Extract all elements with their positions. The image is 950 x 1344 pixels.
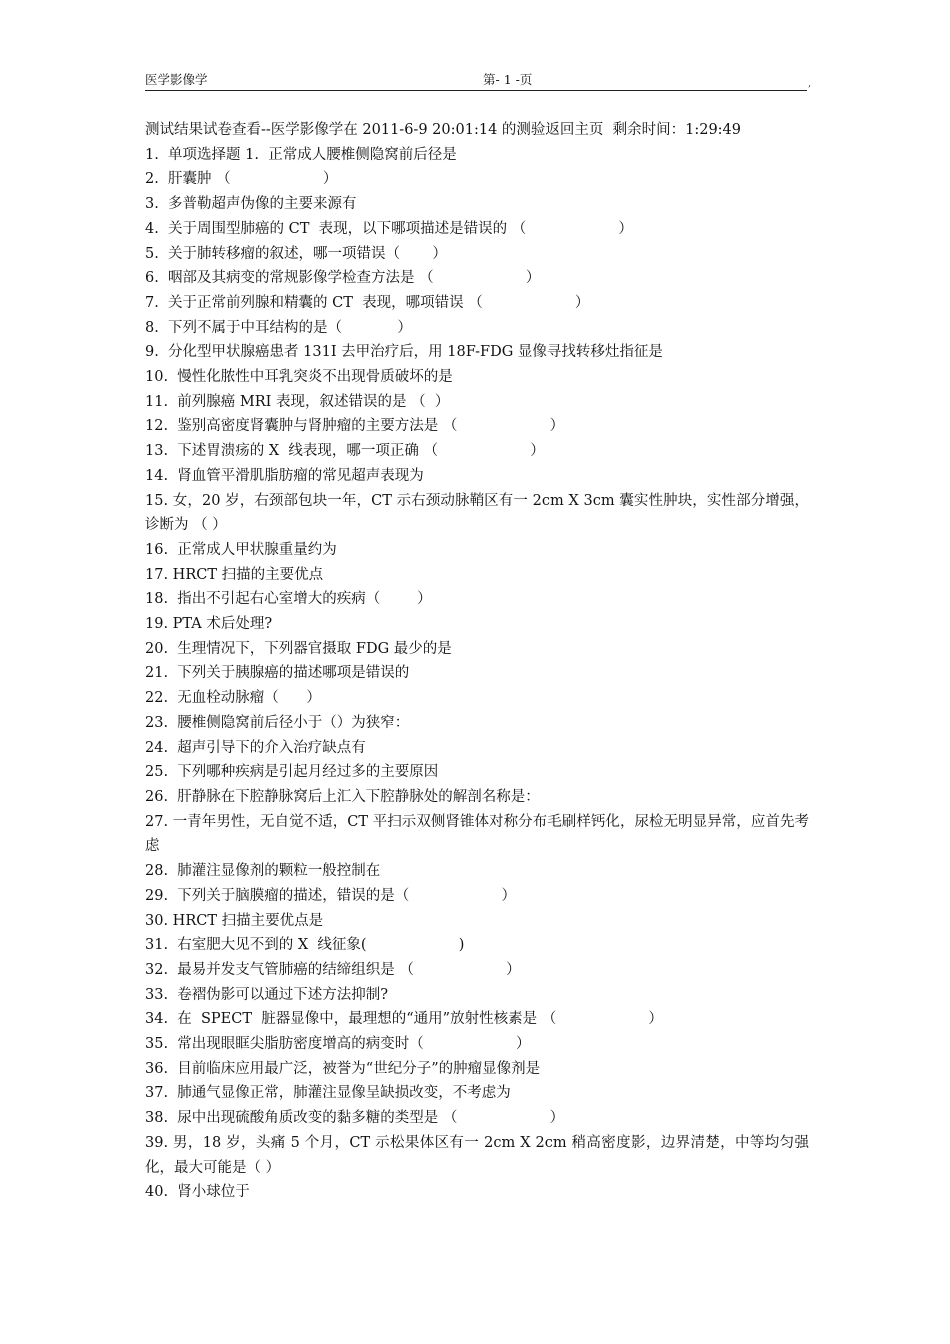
header-subject: 医学影像学 <box>145 72 208 87</box>
question-35: 35. 常出现眼眶尖脂肪密度增高的病变时（ ） <box>145 1036 531 1053</box>
question-17: 17. HRCT 扫描的主要优点 <box>145 566 324 583</box>
question-8: 8. 下列不属于中耳结构的是（ ） <box>145 319 412 336</box>
question-15: 15. 女，20 岁，右颈部包块一年，CT 示右颈动脉鞘区有一 2cm X 3cm 囊实性肿块，实性部分增强，诊断为 （ ） <box>145 492 809 534</box>
question-23: 23. 腰椎侧隐窝前后径小于（）为狭窄： <box>145 714 410 731</box>
question-39: 39. 男，18 岁，头痛 5 个月，CT 示松果体区有一 2cm X 2cm 稍高密度影，边界清楚，中等均匀强化，最大可能是（ ） <box>145 1134 809 1176</box>
question-29: 29. 下列关于脑膜瘤的描述，错误的是（ ） <box>145 887 516 904</box>
question-12: 12. 鉴别高密度肾囊肿与肾肿瘤的主要方法是 （ ） <box>145 418 565 435</box>
title-line: 测试结果试卷查看--医学影像学在 2011-6-9 20:01:14 的测验返回主页 剩余时间：1:29:49 <box>145 122 742 138</box>
question-37: 37. 肺通气显像正常，肺灌注显像呈缺损改变，不考虑为 <box>145 1085 511 1102</box>
question-1: 1. 单项选择题 1. 正常成人腰椎侧隐窝前后径是 <box>145 146 457 163</box>
question-22: 22. 无血栓动脉瘤（ ） <box>145 690 321 707</box>
question-3: 3. 多普勒超声伪像的主要来源有 <box>145 196 357 213</box>
question-2: 2. 肝囊肿 （ ） <box>145 171 338 188</box>
question-7: 7. 关于正常前列腺和精囊的 CT 表现，哪项错误 （ ） <box>145 294 590 311</box>
question-21: 21. 下列关于胰腺癌的描述哪项是错误的 <box>145 665 410 682</box>
question-34: 34. 在 SPECT 脏器显像中，最理想的“通用”放射性核素是 （ ） <box>145 1011 663 1028</box>
question-27: 27. 一青年男性，无自觉不适，CT 平扫示双侧肾锥体对称分布毛刷样钙化，尿检无明显异常，应首先考虑 <box>145 813 809 855</box>
header-page-number: 第- 1 -页 <box>483 72 533 87</box>
question-30: 30. HRCT 扫描主要优点是 <box>145 912 324 929</box>
question-4: 4. 关于周围型肺癌的 CT 表现，以下哪项描述是错误的 （ ） <box>145 220 633 237</box>
question-list <box>145 118 809 1205</box>
question-14: 14. 肾血管平滑肌脂肪瘤的常见超声表现为 <box>145 467 424 484</box>
question-28: 28. 肺灌注显像剂的颗粒一般控制在 <box>145 863 381 880</box>
question-20: 20. 生理情况下，下列器官摄取 FDG 最少的是 <box>145 640 452 657</box>
question-26: 26. 肝静脉在下腔静脉窝后上汇入下腔静脉处的解剖名称是： <box>145 788 540 805</box>
question-38: 38. 尿中出现硫酸角质改变的黏多糖的类型是 （ ） <box>145 1110 565 1127</box>
question-5: 5. 关于肺转移瘤的叙述，哪一项错误（ ） <box>145 245 447 262</box>
question-16: 16. 正常成人甲状腺重量约为 <box>145 541 337 558</box>
question-19: 19. PTA 术后处理? <box>145 616 273 633</box>
question-24: 24. 超声引导下的介入治疗缺点有 <box>145 739 366 756</box>
question-32: 32. 最易并发支气管肺癌的结缔组织是 （ ） <box>145 961 521 978</box>
question-6: 6. 咽部及其病变的常规影像学检查方法是 （ ） <box>145 270 541 287</box>
question-31: 31. 右室肥大见不到的 X 线征象( ) <box>145 937 465 954</box>
question-9: 9. 分化型甲状腺癌患者 131I 去甲治疗后，用 18F-FDG 显像寻找转移灶指征是 <box>145 344 663 361</box>
question-33: 33. 卷褶伪影可以通过下述方法抑制? <box>145 986 389 1003</box>
question-13: 13. 下述胃溃疡的 X 线表现，哪一项正确 （ ） <box>145 443 545 460</box>
page-header <box>145 72 807 91</box>
question-25: 25. 下列哪种疾病是引起月经过多的主要原因 <box>145 764 439 781</box>
question-11: 11. 前列腺癌 MRI 表现，叙述错误的是 （ ） <box>145 393 450 410</box>
question-40: 40. 肾小球位于 <box>145 1184 250 1201</box>
header-mark: , <box>808 78 812 89</box>
question-10: 10. 慢性化脓性中耳乳突炎不出现骨质破坏的是 <box>145 369 453 386</box>
question-18: 18. 指出不引起右心室增大的疾病（ ） <box>145 591 432 608</box>
question-36: 36. 目前临床应用最广泛，被誉为“世纪分子”的肿瘤显像剂是 <box>145 1060 541 1077</box>
